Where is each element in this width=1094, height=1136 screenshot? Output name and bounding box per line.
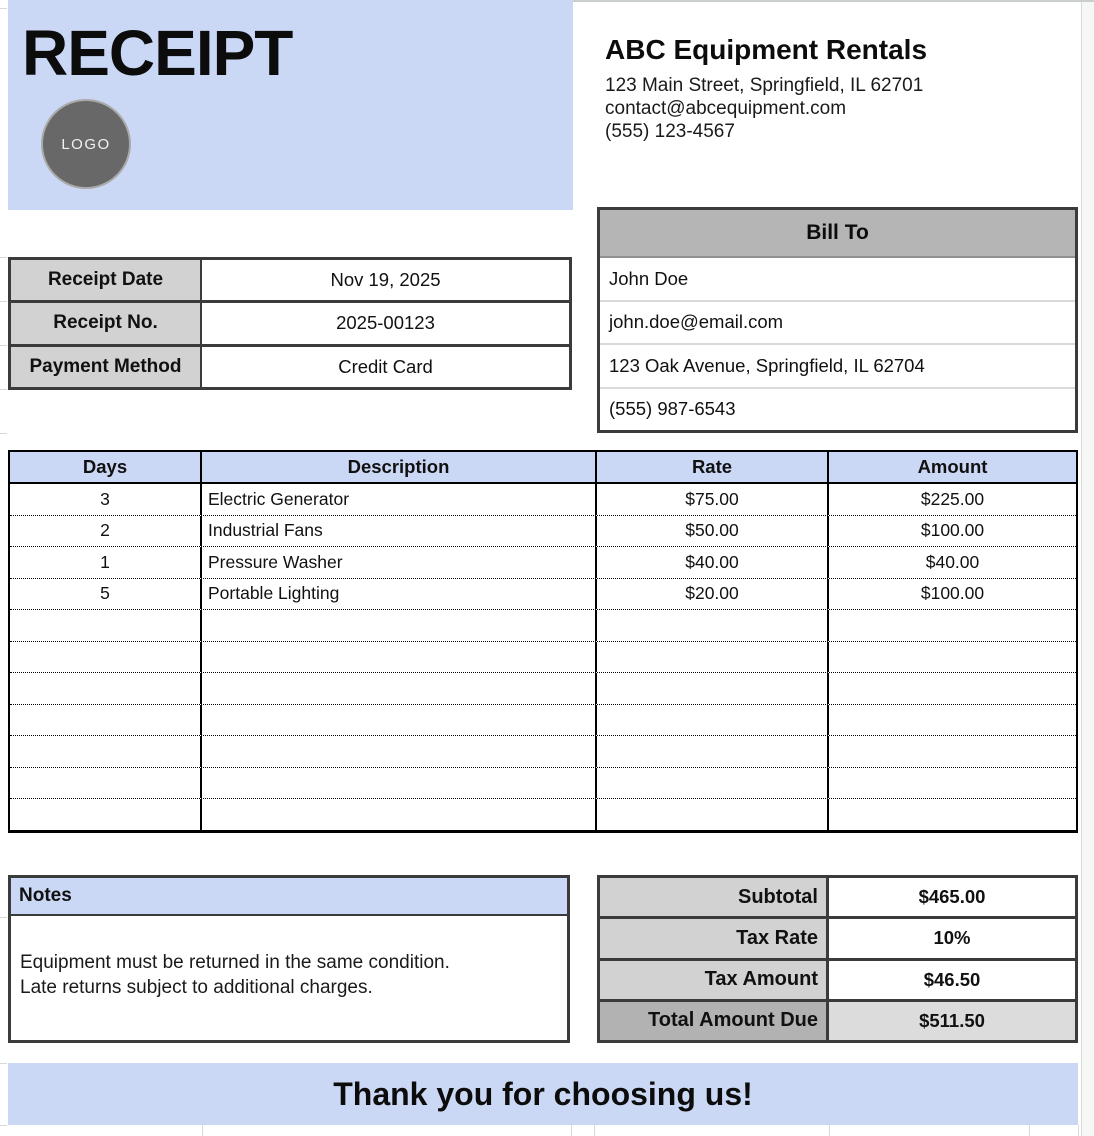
grid-vline [594, 1125, 595, 1136]
notes-line-2: Late returns subject to additional charges. [20, 977, 373, 998]
item-amount: $225.00 [920, 488, 985, 509]
receipt-date-label: Receipt Date [11, 260, 202, 300]
item-amount: $40.00 [925, 551, 980, 572]
item-rate: $20.00 [597, 579, 829, 610]
top-gridline [573, 0, 1094, 2]
item-days: 1 [10, 547, 202, 578]
grid-vline [1029, 1125, 1030, 1136]
tax-rate-label: Tax Rate [600, 919, 829, 957]
empty-item-row [10, 705, 1076, 737]
tax-amount-value: $46.50 [829, 961, 1075, 999]
company-phone: (555) 123-4567 [605, 121, 735, 142]
receipt-date-row [11, 260, 569, 300]
receipt-number-row [11, 300, 569, 343]
company-info [605, 34, 1075, 143]
empty-item-row [10, 642, 1076, 674]
item-days: 2 [10, 516, 202, 547]
page-title: RECEIPT [22, 17, 293, 89]
grid-vline [571, 1125, 572, 1136]
column-header-rate: Rate [597, 452, 829, 482]
empty-item-row [10, 673, 1076, 705]
gutter-gridline [0, 345, 7, 346]
item-row [10, 579, 1076, 611]
notes-section [8, 875, 570, 1043]
subtotal-label: Subtotal [600, 878, 829, 916]
tax-amount-label: Tax Amount [600, 961, 829, 999]
company-address: 123 Main Street, Springfield, IL 62701 [605, 75, 924, 96]
empty-item-row [10, 799, 1076, 830]
right-gutter [1081, 0, 1094, 1136]
logo-text: LOGO [61, 135, 111, 153]
gutter-gridline [0, 8, 7, 9]
item-rate: $40.00 [597, 547, 829, 578]
empty-item-row [10, 768, 1076, 800]
gutter-gridline [0, 1063, 7, 1064]
item-description: Pressure Washer [202, 547, 597, 578]
receipt-info-table [8, 257, 572, 390]
item-amount: $100.00 [920, 583, 985, 604]
bill-to-name: John Doe [609, 267, 689, 289]
grid-vline [202, 1125, 203, 1136]
company-name: ABC Equipment Rentals [605, 34, 928, 65]
payment-method-row [11, 344, 569, 387]
items-table [8, 450, 1078, 833]
bill-to-section [597, 207, 1078, 433]
item-description: Electric Generator [202, 484, 597, 515]
empty-item-row [10, 736, 1076, 768]
notes-text [11, 916, 567, 1040]
total-due-label: Total Amount Due [600, 1002, 829, 1040]
item-row [10, 484, 1076, 516]
receipt-number-label: Receipt No. [11, 303, 202, 343]
item-rate: $75.00 [597, 484, 829, 515]
receipt-number-value: 2025-00123 [202, 303, 569, 343]
item-row [10, 547, 1076, 579]
bill-to-address: 123 Oak Avenue, Springfield, IL 62704 [600, 343, 1075, 387]
gutter-gridline [0, 257, 7, 258]
receipt-date-value: Nov 19, 2025 [202, 260, 569, 300]
subtotal-value: $465.00 [829, 878, 1075, 916]
gutter-gridline [0, 389, 7, 390]
gutter-gridline [0, 917, 7, 918]
gutter-gridline [0, 301, 7, 302]
total-due-row [600, 999, 1075, 1040]
tax-rate-row [600, 916, 1075, 957]
item-days: 3 [10, 484, 202, 515]
empty-item-row [10, 610, 1076, 642]
tax-rate-value: 10% [829, 919, 1075, 957]
logo-circle [41, 99, 131, 189]
bill-to-title: Bill To [600, 210, 1075, 258]
items-table-header [10, 452, 1076, 484]
grid-vline [1078, 1125, 1079, 1136]
column-header-description: Description [202, 452, 597, 482]
bill-to-phone: (555) 987-6543 [600, 387, 1075, 431]
masthead [8, 0, 573, 210]
payment-method-label: Payment Method [11, 347, 202, 387]
bill-to-email: john.doe@email.com [600, 300, 1075, 344]
total-due-value: $511.50 [829, 1002, 1075, 1040]
subtotal-row [600, 878, 1075, 916]
item-description: Portable Lighting [202, 579, 597, 610]
column-header-days: Days [10, 452, 202, 482]
item-rate: $50.00 [597, 516, 829, 547]
item-description: Industrial Fans [202, 516, 597, 547]
payment-method-value: Credit Card [202, 347, 569, 387]
column-header-amount: Amount [917, 456, 988, 477]
item-amount: $100.00 [920, 520, 985, 541]
notes-title: Notes [11, 878, 567, 916]
gutter-gridline [0, 433, 7, 434]
thank-you-banner [8, 1063, 1078, 1125]
notes-line-1: Equipment must be returned in the same condition. [20, 952, 450, 973]
totals-table [597, 875, 1078, 1043]
item-days: 5 [10, 579, 202, 610]
grid-vline [829, 1125, 830, 1136]
item-row [10, 516, 1076, 548]
tax-amount-row [600, 958, 1075, 999]
company-email: contact@abcequipment.com [605, 98, 847, 119]
thank-you-message: Thank you for choosing us! [333, 1075, 753, 1112]
gutter-gridline [0, 1125, 7, 1126]
